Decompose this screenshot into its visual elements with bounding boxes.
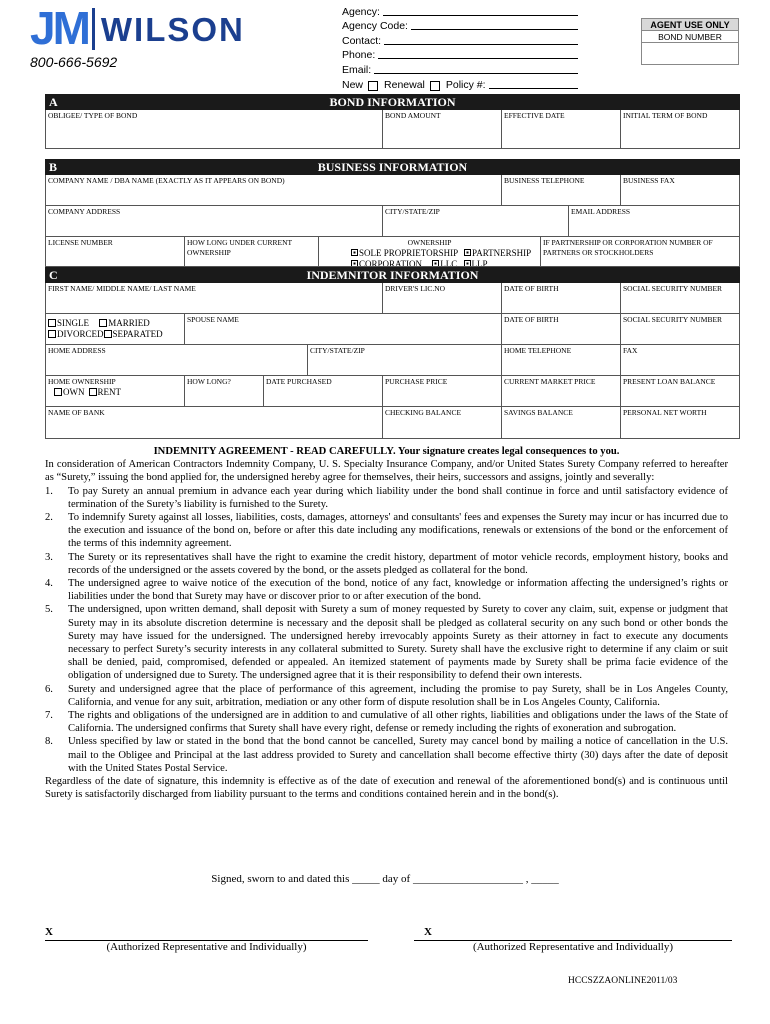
section-title: BOND INFORMATION xyxy=(329,95,456,109)
business-telephone-field[interactable]: BUSINESS TELEPHONE xyxy=(502,175,621,205)
home-ownership-row xyxy=(45,376,740,407)
llc-checkbox[interactable] xyxy=(432,260,439,266)
company-name-field[interactable]: COMPANY NAME / DBA NAME (EXACTLY AS IT APPEARS ON BOND) xyxy=(45,175,502,205)
bond-amount-field[interactable]: BOND AMOUNT xyxy=(383,110,502,148)
ownership-label: OWNERSHIP xyxy=(407,238,452,247)
business-city-field[interactable]: CITY/STATE/ZIP xyxy=(383,206,569,236)
agreement-item: 4. The undersigned agree to waive notice of the execution of the bond, notice of any fact, knowledge or information affecting the undersigned’s rights or liabilities under the bond that Surety may have or discover prior to or after execution of the bond. xyxy=(45,578,728,603)
drivers-license-field[interactable]: DRIVER'S LIC.NO xyxy=(383,283,502,313)
initial-term-field[interactable]: INITIAL TERM OF BOND xyxy=(621,110,740,148)
corporation-checkbox[interactable] xyxy=(351,260,358,266)
bank-row xyxy=(45,407,740,439)
license-number-field[interactable]: LICENSE NUMBER xyxy=(45,237,185,266)
marital-row xyxy=(45,314,740,345)
section-b-header xyxy=(45,159,740,175)
signed-sworn-line[interactable]: Signed, sworn to and dated this _____ day of ____________________ , _____ xyxy=(211,873,559,885)
section-letter: A xyxy=(49,95,58,109)
section-letter: C xyxy=(49,268,58,282)
separated-checkbox[interactable] xyxy=(104,330,112,338)
new-renewal-row xyxy=(342,76,578,91)
divorced-checkbox[interactable] xyxy=(48,330,56,338)
single-label: SINGLE xyxy=(57,318,89,328)
separated-label: SEPARATED xyxy=(112,329,163,339)
renewal-label: Renewal xyxy=(384,78,425,91)
home-ownership-field xyxy=(45,376,185,406)
policy-label: Policy #: xyxy=(445,78,486,91)
logo-wilson: WILSON xyxy=(100,11,245,48)
agency-code-row: Agency Code: xyxy=(342,18,578,33)
contact-row: Contact: xyxy=(342,32,578,47)
marital-status-field xyxy=(45,314,185,344)
corporation-label: CORPORATION xyxy=(359,259,423,266)
application-form xyxy=(45,94,740,439)
section-a-header xyxy=(45,94,740,110)
agreement-heading: INDEMNITY AGREEMENT - READ CAREFULLY. Your signature creates legal consequences to you. xyxy=(153,446,620,457)
signature-block-right xyxy=(414,926,732,953)
checking-balance-field[interactable]: CHECKING BALANCE xyxy=(383,407,502,438)
email-input[interactable] xyxy=(374,73,578,74)
home-telephone-field[interactable]: HOME TELEPHONE xyxy=(502,345,621,375)
form-code: HCCSZZAONLINE2011/03 xyxy=(568,976,678,986)
partnership-checkbox[interactable] xyxy=(464,249,471,256)
agreement-item: 2. To indemnify Surety against all losses, liabilities, costs, damages, attorneys' and consultants' fees and expenses the Surety may incur or has incurred due to the execution and issuance of the bond on, before or after this date including any modifications, renewals or extensions of the bond or the enforcement of the terms of this indemnity agreement. xyxy=(45,512,728,550)
partnership-label: PARTNERSHIP xyxy=(472,248,532,258)
agent-use-only-label: AGENT USE ONLY xyxy=(642,19,738,31)
indemnity-agreement xyxy=(45,445,728,801)
how-long-ownership-field[interactable]: HOW LONG UNDER CURRENT OWNERSHIP xyxy=(185,237,319,266)
agency-code-input[interactable] xyxy=(411,29,578,30)
agreement-item: 7. The rights and obligations of the undersigned are in addition to and cumulative of all other rights, liabilities and obligations under the laws of the State of California. The undersigned confirms that Surety shall have every right, defense or remedy including the rights of exoneration and subrogation. xyxy=(45,710,728,735)
indemnitor-name-row xyxy=(45,283,740,314)
purchase-price-field[interactable]: PURCHASE PRICE xyxy=(383,376,502,406)
section-letter: B xyxy=(49,160,58,174)
ownership-field xyxy=(319,237,541,266)
email-address-field[interactable]: EMAIL ADDRESS xyxy=(569,206,740,236)
signature-x-mark: X xyxy=(45,926,53,938)
agreement-item: 1. To pay Surety an annual premium in advance each year during which liability under the bond shall continue in force and until satisfactory evidence of termination of the Surety’s liability is furnished to the Surety. xyxy=(45,485,728,510)
agreement-closing: Regardless of the date of signature, this indemnity is effective as of the date of execution and renewal of the aforementioned bond(s) and is continuous until Surety is satisfactorily discharged from liability pursuant to the terms and conditions contained herein and in the bond(s). xyxy=(45,776,728,801)
logo-divider xyxy=(92,8,95,50)
company-address-field[interactable]: COMPANY ADDRESS xyxy=(45,206,383,236)
renewal-checkbox[interactable] xyxy=(430,81,440,91)
spouse-name-field[interactable]: SPOUSE NAME xyxy=(185,314,502,344)
signature-caption: (Authorized Representative and Individually) xyxy=(472,941,674,953)
current-market-price-field[interactable]: CURRENT MARKET PRICE xyxy=(502,376,621,406)
signature-x-mark: X xyxy=(424,926,432,938)
home-city-field[interactable]: CITY/STATE/ZIP xyxy=(308,345,502,375)
own-label: OWN xyxy=(63,387,85,397)
bond-number-label: BOND NUMBER xyxy=(642,31,738,43)
new-label: New xyxy=(342,78,364,91)
agency-info-block xyxy=(342,3,578,91)
divorced-label: DIVORCED xyxy=(57,329,104,339)
company-address-row xyxy=(45,206,740,237)
date-of-birth-field[interactable]: DATE OF BIRTH xyxy=(502,283,621,313)
agreement-item: 3. The Surety or its representatives shall have the right to examine the credit history, department of motor vehicle records, employment history, books and records of the undersigned or the assets covered by the bond, or the assets pledged as collateral for the bond. xyxy=(45,551,728,576)
email-row: Email: xyxy=(342,61,578,76)
home-fax-field[interactable]: FAX xyxy=(621,345,740,375)
llc-label: LLC xyxy=(440,259,458,266)
personal-net-worth-field[interactable]: PERSONAL NET WORTH xyxy=(621,407,740,438)
company-phone: 800-666-5692 xyxy=(30,54,118,70)
married-checkbox[interactable] xyxy=(99,319,107,327)
agreement-intro: In consideration of American Contractors Indemnity Company, U. S. Specialty Insurance Company, and/or United States Surety Company referred to hereafter as “Surety,” issuing the bond applied for, the undersigned hereby agree for themselves, their heirs, successors and assigns, jointly and severally: xyxy=(45,459,728,484)
phone-row: Phone: xyxy=(342,47,578,62)
own-checkbox[interactable] xyxy=(54,388,62,396)
partners-count-field[interactable]: IF PARTNERSHIP OR CORPORATION NUMBER OF PARTNERS OR STOCKHOLDERS xyxy=(541,237,740,266)
phone-input[interactable] xyxy=(378,58,578,59)
business-fax-field[interactable]: BUSINESS FAX xyxy=(621,175,740,205)
married-label: MARRIED xyxy=(108,318,150,328)
signature-caption: (Authorized Representative and Individually) xyxy=(106,941,307,953)
agreement-item: 5. The undersigned, upon written demand, shall deposit with Surety a sum of money requested by Surety to cover any claim, suit, expense or judgment that Surety may in its absolute discretion determine is necessary and the deposit shall be pledged as collateral security on any such bond or other bonds the Surety may have issued for the undersigned. The undersigned hereby irrevocably appoints Surety as their attorney in fact to execute any documents necessary to perfect Surety’s security interests in any collateral submitted to Surety. Surety shall have the exclusive right to determine if any claim or suit shall be denied, paid, compromised, defended or appealed. An itemized statement of payments made by Surety shall be prima facie evidence of the obligation of undersigned due to Surety. The undersigned agree that it is their responsibility to defend their own interests. xyxy=(45,604,728,682)
home-address-row xyxy=(45,345,740,376)
contact-input[interactable] xyxy=(384,44,578,45)
how-long-field[interactable]: HOW LONG? xyxy=(185,376,264,406)
section-c-header xyxy=(45,267,740,283)
policy-input[interactable] xyxy=(489,88,578,89)
agency-row: Agency: xyxy=(342,3,578,18)
spouse-dob-field[interactable]: DATE OF BIRTH xyxy=(502,314,621,344)
signature-block-left xyxy=(45,926,368,953)
bank-name-field[interactable]: NAME OF BANK xyxy=(45,407,383,438)
spouse-ssn-field[interactable]: SOCIAL SECURITY NUMBER xyxy=(621,314,740,344)
full-name-field[interactable]: FIRST NAME/ MIDDLE NAME/ LAST NAME xyxy=(45,283,383,313)
logo-jm: JM xyxy=(30,2,88,54)
new-checkbox[interactable] xyxy=(368,81,378,91)
savings-balance-field[interactable]: SAVINGS BALANCE xyxy=(502,407,621,438)
obligee-field[interactable]: OBLIGEE/ TYPE OF BOND xyxy=(45,110,383,148)
sole-proprietorship-checkbox[interactable] xyxy=(351,249,358,256)
rent-label: RENT xyxy=(97,387,121,397)
company-row xyxy=(45,175,740,206)
jm-wilson-logo xyxy=(30,2,245,54)
home-ownership-label: HOME OWNERSHIP xyxy=(48,377,116,386)
agency-input[interactable] xyxy=(383,15,578,16)
llp-checkbox[interactable] xyxy=(464,260,471,266)
license-row xyxy=(45,237,740,267)
present-loan-balance-field[interactable]: PRESENT LOAN BALANCE xyxy=(621,376,740,406)
llp-label: LLP xyxy=(471,259,488,266)
home-address-field[interactable]: HOME ADDRESS xyxy=(45,345,308,375)
section-title: BUSINESS INFORMATION xyxy=(317,160,468,174)
agent-use-only-box xyxy=(641,18,739,65)
sole-proprietorship-label: SOLE PROPRIETORSHIP xyxy=(359,248,458,258)
bond-number-input[interactable] xyxy=(642,43,738,64)
bond-info-row xyxy=(45,110,740,149)
ssn-field[interactable]: SOCIAL SECURITY NUMBER xyxy=(621,283,740,313)
agreement-item: 6. Surety and undersigned agree that the place of performance of this agreement, including the promise to pay Surety, shall be in Los Angeles County, California, and venue for any suit, arbitration, mediation or any other form of dispute resolution shall be in Los Angeles County, California. xyxy=(45,683,728,708)
single-checkbox[interactable] xyxy=(48,319,56,327)
section-title: INDEMNITOR INFORMATION xyxy=(306,268,479,282)
agreement-item: 8. Unless specified by law or stated in the bond that the bond cannot be cancelled, Surety may cancel bond by mailing a notice of cancellation in the U.S. mail to the Obligee and Principal at the last address provided to Surety and cancellation shall become effective thirty (30) days after the date of deposit with the United States Postal Service. xyxy=(45,736,728,774)
date-purchased-field[interactable]: DATE PURCHASED xyxy=(264,376,383,406)
effective-date-field[interactable]: EFFECTIVE DATE xyxy=(502,110,621,148)
rent-checkbox[interactable] xyxy=(89,388,97,396)
